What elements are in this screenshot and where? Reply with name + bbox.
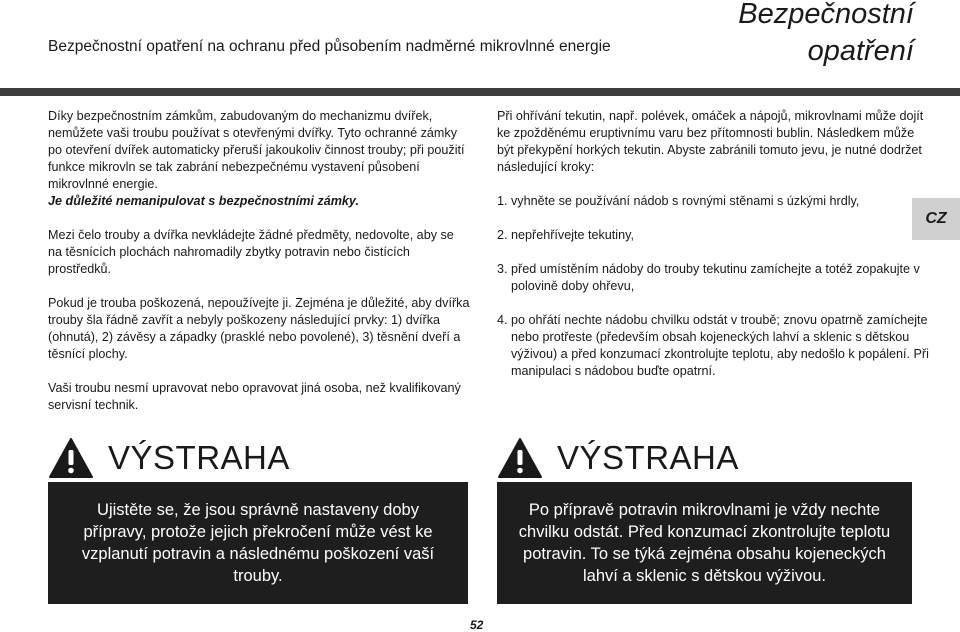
paragraph-damage: Pokud je trouba poškozená, nepoužívejte ji. Zejména je důležité, aby dvířka trouby šla řádně zavřít a nebyly poškozeny následující prvky: 1) dvířka (ohnutá), 2) závěsy a západky (prasklé nebo povolené), 3) těsnění dveří a těsnící plochy.: [48, 296, 470, 361]
list-item-number: 4.: [497, 313, 508, 327]
paragraph-service: Vaši troubu nesmí upravovat nebo opravovat jiná osoba, než kvalifikovaný servisní technik.: [48, 381, 461, 412]
warning-title-right: VÝSTRAHA: [557, 439, 739, 476]
left-column: [48, 108, 470, 431]
warning-box-left: [48, 482, 468, 604]
list-item-number: 3.: [497, 262, 508, 276]
page-title: [738, 0, 914, 70]
page-number: 52: [470, 618, 484, 632]
list-item: [497, 261, 931, 295]
paragraph-door-locks-emphasis: Je důležité nemanipulovat s bezpečnostními zámky.: [48, 194, 359, 208]
list-item: [497, 193, 931, 210]
warning-triangle-icon: [497, 437, 543, 479]
list-item-text: po ohřátí nechte nádobu chvilku odstát v troubě; znovu opatrně zamíchejte nebo protřeste (především obsah kojeneckých lahví a sklenic s dětskou výživou) a před konzumací zkontrolujte teplotu, aby nedošlo k popálení. Při manipulaci s nádobou buďte opatrní.: [511, 313, 929, 378]
list-item-number: 2.: [497, 228, 508, 242]
warning-heading-right: [497, 437, 739, 479]
right-column: [497, 108, 931, 397]
paragraph-liquids-intro: Při ohřívání tekutin, např. polévek, omáček a nápojů, mikrovlnami může dojít ke zpožděnému eruptivnímu varu bez přítomnosti bublin. Následkem může být překypění horkých tekutin. Abyste zabránili tomuto jevu, je nutné dodržet následující kroky:: [497, 109, 924, 174]
warning-text-right: Po přípravě potravin mikrovlnami je vždy nechte chvilku odstát. Před konzumací zkontrolujte teplotu potravin. To se týká zejména obsahu kojeneckých lahví a sklenic s dětskou výživou.: [518, 501, 891, 585]
warning-heading-left: [48, 437, 290, 479]
list-item: [497, 227, 931, 244]
paragraph-seals: Mezi čelo trouby a dvířka nevkládejte žádné předměty, nedovolte, aby se na těsnících plochách nahromadily zbytky potravin nebo čistících prostředků.: [48, 228, 454, 276]
list-item-text: před umístěním nádoby do trouby tekutinu zamíchejte a totéž zopakujte v polovině doby ohřevu,: [511, 262, 920, 293]
warning-title-left: VÝSTRAHA: [108, 439, 290, 476]
list-item-text: vyhněte se používání nádob s rovnými stěnami s úzkými hrdly,: [511, 194, 860, 208]
list-item-number: 1.: [497, 194, 508, 208]
page-subtitle: Bezpečnostní opatření na ochranu před působením nadměrné mikrovlnné energie: [48, 38, 611, 55]
list-item: [497, 312, 931, 380]
page-title-line2: opatření: [807, 35, 914, 67]
language-badge-label: CZ: [925, 210, 947, 227]
warning-text-left: Ujistěte se, že jsou správně nastaveny doby přípravy, protože jejich překročení může vést ke vzplanutí potravin a následnému poškození vaší trouby.: [81, 501, 435, 585]
warning-box-right: [497, 482, 912, 604]
paragraph-door-locks: Díky bezpečnostním zámkům, zabudovaným do mechanizmu dvířek, nemůžete vaši troubu používat s otevřenými dvířky. Tyto ochranné zámky po otevření dvířek automaticky přeruší jakoukoliv činnost trouby; při použití funkce mikrovln se tak zabrání nebezpečnému vystavení působení mikrovlnné energie.: [48, 109, 465, 191]
language-badge: [912, 198, 960, 240]
warning-triangle-icon: [48, 437, 94, 479]
header-divider: [0, 88, 960, 96]
list-item-text: nepřehřívejte tekutiny,: [511, 228, 634, 242]
page-title-line1: Bezpečnostní: [738, 0, 914, 30]
